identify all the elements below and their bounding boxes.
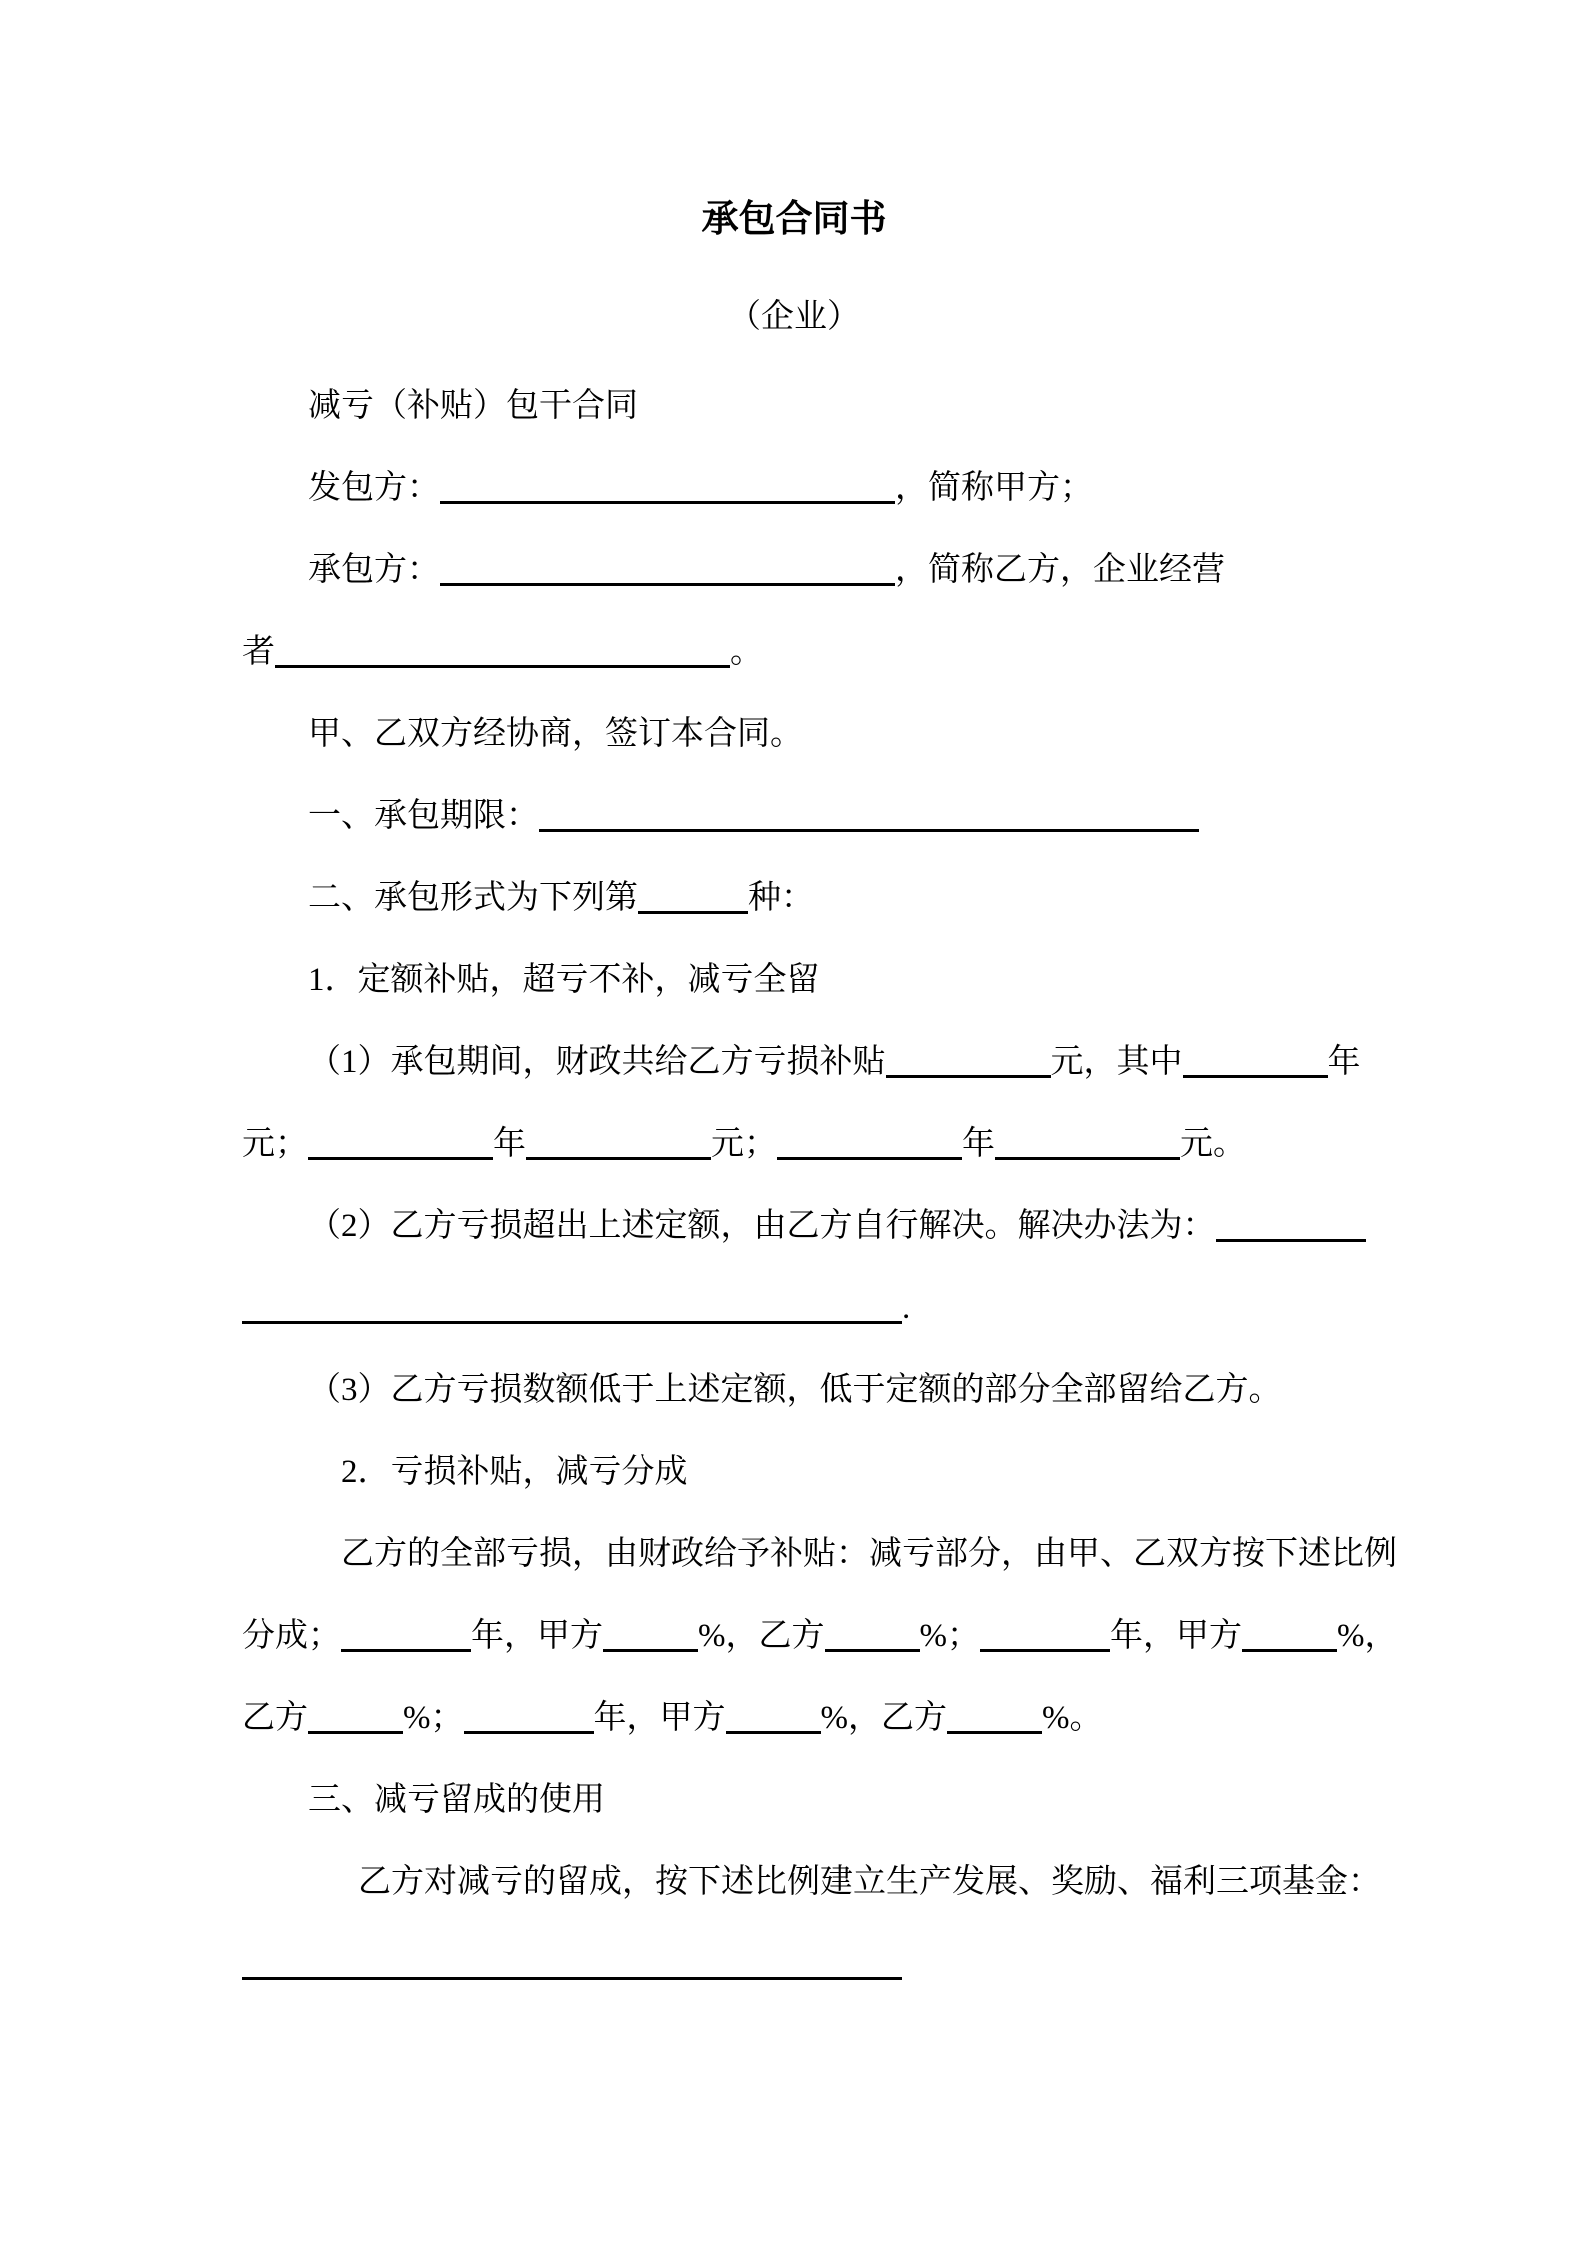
text-run: 2．亏损补贴，减亏分成 xyxy=(341,1454,688,1490)
text-run: 元，其中 xyxy=(1050,1044,1183,1080)
blank-field[interactable] xyxy=(638,878,748,914)
text-run: 元； xyxy=(242,1126,308,1162)
blank-field[interactable] xyxy=(242,1288,902,1324)
text-run: 年，甲方 xyxy=(471,1618,603,1654)
item-1-2-line-a xyxy=(242,1185,1346,1267)
blank-field[interactable] xyxy=(440,550,895,586)
blank-field[interactable] xyxy=(777,1124,962,1160)
section-2-form-line xyxy=(242,857,1346,939)
text-run: （3）乙方亏损数额低于上述定额，低于定额的部分全部留给乙方。 xyxy=(308,1372,1282,1408)
item-1-1-line-a xyxy=(242,1021,1361,1103)
text-run: 承包方： xyxy=(308,552,440,588)
operator-line xyxy=(242,611,1346,693)
text-run: 年，甲方 xyxy=(593,1700,726,1736)
blank-field[interactable] xyxy=(603,1616,698,1652)
text-run: %。 xyxy=(1042,1700,1103,1736)
blank-field[interactable] xyxy=(308,1698,403,1734)
document-subtitle: （企业） xyxy=(728,299,860,335)
item-1-1-line-b xyxy=(242,1103,1346,1185)
item-2-text-line-c xyxy=(242,1677,1346,1759)
text-run: 种： xyxy=(748,880,814,916)
blank-field[interactable] xyxy=(275,632,730,668)
blank-field[interactable] xyxy=(341,1616,471,1652)
text-run: 者 xyxy=(242,634,275,670)
blank-field[interactable] xyxy=(886,1042,1051,1078)
text-run: 乙方 xyxy=(242,1700,308,1736)
text-run: 一、承包期限： xyxy=(308,798,539,834)
blank-field[interactable] xyxy=(1183,1042,1328,1078)
text-run: %， xyxy=(1337,1618,1398,1654)
fund-ratio-blank-line xyxy=(242,1923,1346,2005)
item-1-3-line xyxy=(242,1349,1346,1431)
agreement-statement-line xyxy=(242,693,1346,775)
item-2-heading-line xyxy=(242,1431,1346,1513)
text-run: （1）承包期间，财政共给乙方亏损补贴 xyxy=(308,1044,886,1080)
text-run: （2）乙方亏损超出上述定额，由乙方自行解决。解决办法为： xyxy=(308,1208,1216,1244)
text-run: 二、承包形式为下列第 xyxy=(308,880,638,916)
text-run: 分成； xyxy=(242,1618,341,1654)
text-run: 乙方对减亏的留成，按下述比例建立生产发展、奖励、福利三项基金： xyxy=(358,1864,1381,1900)
section-1-term-line xyxy=(242,775,1346,857)
text-run: 发包方： xyxy=(308,470,440,506)
blank-field[interactable] xyxy=(464,1698,594,1734)
text-run: 年 xyxy=(493,1126,526,1162)
text-run: 年，甲方 xyxy=(1110,1618,1242,1654)
text-run: ，简称甲方； xyxy=(895,470,1093,506)
text-run: 年 xyxy=(1327,1044,1361,1080)
section-3-heading-line xyxy=(242,1759,1346,1841)
contract-subtype-line xyxy=(242,365,1346,447)
blank-field[interactable] xyxy=(980,1616,1110,1652)
blank-field[interactable] xyxy=(526,1124,711,1160)
text-run: 元。 xyxy=(1180,1126,1246,1162)
blank-field[interactable] xyxy=(539,796,1199,832)
text-run: ，简称乙方，企业经营 xyxy=(895,552,1225,588)
section-3-text-line xyxy=(242,1841,1381,1923)
party-b-line xyxy=(242,529,1346,611)
text-run: 三、减亏留成的使用 xyxy=(308,1782,605,1818)
text-run: %； xyxy=(919,1618,980,1654)
document-body xyxy=(242,365,1398,2005)
text-run: . xyxy=(902,1290,911,1326)
item-2-text-line-a xyxy=(242,1513,1397,1595)
blank-field[interactable] xyxy=(1216,1206,1366,1242)
blank-field[interactable] xyxy=(440,468,895,504)
item-1-2-line-b xyxy=(242,1267,1346,1349)
text-run: %，乙方 xyxy=(698,1618,825,1654)
party-a-line xyxy=(242,447,1346,529)
blank-field[interactable] xyxy=(308,1124,493,1160)
blank-field[interactable] xyxy=(947,1698,1042,1734)
item-2-text-line-b xyxy=(242,1595,1398,1677)
blank-field[interactable] xyxy=(242,1944,902,1980)
item-1-heading-line xyxy=(242,939,1346,1021)
text-run: 甲、乙双方经协商，签订本合同。 xyxy=(308,716,803,752)
blank-field[interactable] xyxy=(825,1616,920,1652)
blank-field[interactable] xyxy=(1242,1616,1337,1652)
text-run: 元； xyxy=(711,1126,777,1162)
text-run: %； xyxy=(403,1700,464,1736)
text-run: 。 xyxy=(730,634,763,670)
text-run: %，乙方 xyxy=(820,1700,947,1736)
blank-field[interactable] xyxy=(726,1698,821,1734)
text-run: 年 xyxy=(962,1126,995,1162)
blank-field[interactable] xyxy=(995,1124,1180,1160)
text-run: 乙方的全部亏损，由财政给予补贴：减亏部分，由甲、乙双方按下述比例 xyxy=(341,1536,1397,1572)
document-title: 承包合同书 xyxy=(701,199,887,240)
text-run: 1．定额补贴，超亏不补，减亏全留 xyxy=(308,962,820,998)
text-run: 减亏（补贴）包干合同 xyxy=(308,388,638,424)
